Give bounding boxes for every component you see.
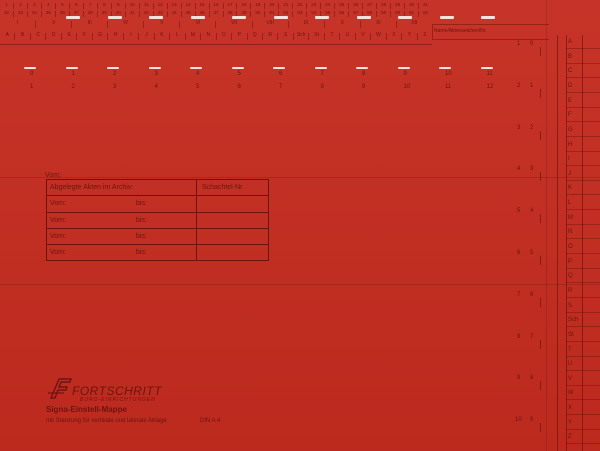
grid-cell: VI: [180, 21, 216, 28]
tab-notch: [540, 47, 541, 56]
grid-cell: W: [371, 33, 386, 40]
grid-cell: 6: [70, 3, 84, 9]
tab-mark: [149, 67, 161, 69]
scale-letter: N: [568, 229, 573, 236]
index-number: 8: [362, 71, 366, 77]
scale-letter: M: [568, 214, 573, 221]
scale-rule: [566, 224, 600, 225]
grid-cell: X: [325, 21, 361, 28]
scale-letter: St: [568, 331, 574, 338]
scale-rule: [566, 194, 600, 195]
scale-rule: [566, 385, 600, 386]
grid-cell: 35: [42, 11, 56, 17]
grid-cell: V: [144, 21, 180, 28]
grid-cell: G: [93, 33, 108, 40]
scale-letter: Z: [568, 434, 572, 441]
grid-cell: M: [186, 33, 201, 40]
grid-cell: K: [155, 33, 170, 40]
grid-cell: 3: [28, 3, 42, 9]
scale-rule: [566, 48, 600, 49]
grid-cell: 29: [391, 3, 405, 9]
right-index-number: 2: [530, 124, 534, 131]
grid-cell: B: [15, 33, 30, 40]
grid-cell: III: [72, 21, 108, 28]
tab-notch: [540, 214, 541, 223]
right-index-number: 4: [530, 208, 534, 215]
scale-rule: [566, 341, 600, 342]
grid-cell: 60: [391, 11, 405, 17]
from-label: Vom:: [50, 216, 66, 224]
grid-cell: 51: [265, 11, 279, 17]
punch-slot: [315, 16, 329, 19]
grid-cell: T: [325, 33, 340, 40]
right-index-number: 7: [517, 291, 521, 298]
grid-cell: 49: [237, 11, 251, 17]
grid-cell: 7: [84, 3, 98, 9]
grid-cell: 11: [140, 3, 154, 9]
grid-cell: Y: [402, 33, 417, 40]
punch-slot: [108, 16, 122, 19]
to-label: bis:: [136, 249, 147, 257]
grid-cell: 38: [84, 11, 98, 17]
brand-tagline: BÜRO-EINRICHTUNGEN: [80, 397, 156, 403]
grid-cell: O: [217, 33, 232, 40]
scale-letter: Sch: [568, 317, 579, 324]
to-label: bis:: [136, 216, 147, 224]
grid-cell: II: [36, 21, 72, 28]
grid-cell: 32: [0, 11, 14, 17]
grid-cell: I: [0, 21, 36, 28]
index-number: 5: [237, 71, 241, 77]
scale-letter: S: [568, 302, 573, 309]
punch-slot: [398, 16, 412, 19]
scale-rule: [566, 312, 600, 313]
grid-cell: 52: [279, 11, 293, 17]
grid-cell: VII: [216, 21, 252, 28]
name-field: [432, 24, 549, 40]
tab-notch: [540, 298, 541, 307]
grid-cell: 19: [251, 3, 265, 9]
grid-cell: 13: [168, 3, 182, 9]
index-number: 4: [196, 71, 200, 77]
tab-mark: [24, 67, 36, 69]
grid-cell: 55: [321, 11, 335, 17]
scale-rule: [566, 253, 600, 254]
fold-line: [0, 177, 600, 178]
grid-cell: 31: [423, 2, 429, 7]
grid-cell: E: [62, 33, 77, 40]
grid-cell: 5: [56, 3, 70, 9]
right-index-number: 9: [530, 417, 534, 424]
scale-letter: L: [568, 200, 572, 207]
index-number: 12: [486, 84, 494, 90]
tab-notch: [540, 256, 541, 265]
index-number: 9: [403, 71, 407, 77]
index-number: 11: [486, 71, 493, 77]
grid-cell: 16: [210, 3, 224, 9]
punch-slot: [440, 16, 454, 19]
scale-letter: R: [568, 287, 573, 294]
grid-cell: J: [139, 33, 154, 40]
index-number: 5: [196, 84, 200, 90]
header-box-number: Schachtel-Nr: [202, 184, 243, 191]
grid-cell: 26: [349, 3, 363, 9]
grid-cell: F: [77, 33, 92, 40]
fold-line: [546, 0, 547, 451]
punch-slot: [274, 16, 288, 19]
grid-cell: 44: [168, 11, 182, 17]
scale-rule: [566, 370, 600, 371]
scale-letter: T: [568, 346, 572, 353]
right-index-number: 3: [530, 166, 534, 173]
tab-notch: [540, 89, 541, 98]
scale-rule: [566, 356, 600, 357]
tab-mark: [439, 67, 451, 69]
scale-rule: [566, 63, 600, 64]
fortschritt-logo-icon: [46, 376, 72, 400]
grid-cell: XII: [411, 20, 418, 26]
grid-cell: 9: [112, 3, 126, 9]
scale-rule: [566, 297, 600, 298]
from-label: Vom:: [50, 249, 66, 257]
grid-cell: H: [108, 33, 123, 40]
grid-cell: 10: [126, 3, 140, 9]
grid-cell: Z: [423, 32, 427, 38]
grid-cell: 45: [182, 11, 196, 17]
product-description: mit Stanzung für vertikale und laterale Ablage: [46, 418, 167, 424]
grid-cell: 43: [154, 11, 168, 17]
punch-slot: [191, 16, 205, 19]
index-number: 9: [362, 84, 366, 90]
grid-cell: C: [31, 33, 46, 40]
grid-cell: 46: [196, 11, 210, 17]
header-archived-files: Abgelegte Akten im Archiv:: [50, 184, 134, 191]
index-number: 0: [30, 71, 34, 77]
grid-cell: 56: [335, 11, 349, 17]
punch-slot: [232, 16, 246, 19]
grid-cell: 15: [196, 3, 210, 9]
grid-cell: 59: [377, 11, 391, 17]
grid-cell: 62: [423, 10, 429, 15]
grid-cell: 37: [70, 11, 84, 17]
grid-cell: L: [170, 33, 185, 40]
from-label: Vom:: [50, 200, 66, 208]
to-label: bis:: [136, 200, 147, 208]
grid-cell: Q: [248, 33, 263, 40]
scale-letter: E: [568, 97, 573, 104]
right-index-number: 7: [530, 333, 534, 340]
grid-cell: 12: [154, 3, 168, 9]
scale-letter: W: [568, 390, 574, 397]
scale-rule: [566, 443, 600, 444]
grid-cell: 23: [307, 3, 321, 9]
index-number: 10: [445, 71, 452, 77]
scale-rule: [566, 282, 600, 283]
punch-slot: [357, 16, 371, 19]
scale-letter: C: [568, 68, 573, 75]
punch-slot: [66, 16, 80, 19]
scale-rule: [566, 165, 600, 166]
grid-cell: 22: [293, 3, 307, 9]
right-index-number: 4: [517, 166, 521, 173]
scale-letter: O: [568, 244, 573, 250]
grid-cell: 47: [210, 11, 224, 17]
scale-rule: [566, 180, 600, 181]
index-number: 11: [445, 84, 452, 90]
name-field-label: Name/Aktenzeichen/Nr.: [434, 28, 487, 34]
grid-cell: 42: [140, 11, 154, 17]
header-roman-row: [0, 21, 432, 28]
product-name: Signa-Einstell-Mappe: [46, 405, 127, 414]
fold-line: [0, 284, 600, 285]
scale-letter: G: [568, 126, 573, 133]
grid-cell: 14: [182, 3, 196, 9]
tab-mark: [356, 67, 368, 69]
scale-rule: [566, 107, 600, 108]
vom-label: Vom:: [45, 172, 61, 179]
grid-cell: 53: [293, 11, 307, 17]
archive-table-row: [47, 229, 268, 245]
tab-mark: [232, 67, 244, 69]
scale-rule: [566, 121, 600, 122]
tab-notch: [540, 381, 541, 390]
scale-letter: K: [568, 185, 573, 192]
scale-letter: D: [568, 82, 573, 89]
archive-table-row: [47, 196, 268, 212]
index-number: 7: [320, 71, 324, 77]
index-number: 1: [30, 84, 34, 90]
grid-cell: 1: [0, 3, 14, 9]
index-number: 6: [279, 71, 283, 77]
right-index-number: 6: [517, 250, 521, 256]
grid-cell: 33: [14, 11, 28, 17]
right-index-number: 6: [530, 291, 534, 298]
tab-mark: [190, 67, 202, 69]
grid-cell: 24: [321, 3, 335, 9]
index-number: 3: [154, 71, 158, 77]
header-alphabet-row: [0, 33, 432, 40]
grid-cell: IX: [289, 21, 325, 28]
grid-cell: 17: [224, 3, 238, 9]
grid-cell: 50: [251, 11, 265, 17]
grid-cell: 40: [112, 11, 126, 17]
grid-cell: U: [340, 33, 355, 40]
tab-mark: [398, 67, 410, 69]
right-index-number: 5: [530, 250, 534, 256]
archive-table-row: [47, 245, 268, 260]
grid-cell: 39: [98, 11, 112, 17]
right-index-number: 1: [517, 41, 521, 47]
tab-mark: [481, 67, 493, 69]
side-alphabet-scale: [548, 35, 600, 451]
header-grid: [0, 0, 432, 45]
grid-cell: 4: [42, 3, 56, 9]
scale-rule: [566, 151, 600, 152]
index-number: 8: [320, 84, 324, 90]
grid-cell: 34: [28, 11, 42, 17]
scale-rule: [566, 326, 600, 327]
index-number: 3: [113, 84, 117, 90]
grid-cell: 30: [405, 3, 419, 9]
right-index-number: 9: [517, 375, 521, 382]
grid-cell: 41: [126, 11, 140, 17]
punch-slot: [149, 16, 163, 19]
grid-cell: X: [387, 33, 402, 40]
tab-notch: [540, 172, 541, 181]
scale-letter: A: [568, 39, 573, 45]
right-index-number: 2: [517, 82, 521, 89]
scale-letter: F: [568, 112, 572, 119]
scale-rule: [566, 399, 600, 400]
scale-rule: [566, 268, 600, 269]
archive-table-header: [47, 180, 268, 196]
tab-mark: [315, 67, 327, 69]
grid-cell: 61: [405, 11, 419, 17]
index-number: 4: [154, 84, 158, 90]
tab-notch: [540, 131, 541, 140]
grid-cell: 2: [14, 3, 28, 9]
index-number: 1: [71, 71, 75, 77]
index-number: 2: [113, 71, 117, 77]
grid-cell: 8: [98, 3, 112, 9]
grid-cell: I: [124, 33, 139, 40]
grid-cell: 28: [377, 3, 391, 9]
grid-cell: 48: [224, 11, 238, 17]
tab-mark: [273, 67, 285, 69]
grid-cell: V: [356, 33, 371, 40]
grid-cell: R: [263, 33, 278, 40]
right-index-number: 8: [517, 333, 521, 340]
scale-rule: [566, 429, 600, 430]
archive-table-row: [47, 213, 268, 229]
grid-cell: D: [46, 33, 61, 40]
index-number: 6: [237, 84, 241, 90]
index-number: 2: [71, 84, 75, 90]
grid-cell: A: [0, 33, 15, 40]
right-index-number: 0: [530, 41, 534, 47]
scale-letter: V: [568, 375, 573, 382]
right-index-number: 1: [530, 82, 534, 89]
grid-cell: VIII: [253, 21, 289, 28]
index-number: 10: [403, 84, 411, 90]
tab-mark: [66, 67, 78, 69]
punch-slot: [481, 16, 495, 19]
brand-name: FORTSCHRITT: [72, 384, 162, 398]
tab-notch: [540, 423, 541, 432]
scale-letter: Q: [568, 273, 573, 280]
grid-cell: St: [309, 33, 324, 40]
grid-cell: P: [232, 33, 247, 40]
to-label: bis:: [136, 232, 147, 240]
grid-cell: 25: [335, 3, 349, 9]
grid-cell: 20: [265, 3, 279, 9]
tab-notch: [540, 340, 541, 349]
right-index-number: 8: [530, 375, 534, 382]
grid-cell: 27: [363, 3, 377, 9]
grid-cell: 21: [279, 3, 293, 9]
right-index-number: 3: [517, 124, 521, 131]
grid-cell: 18: [237, 3, 251, 9]
grid-cell: 58: [363, 11, 377, 17]
from-label: Vom:: [50, 232, 66, 240]
scale-rule: [566, 92, 600, 93]
grid-cell: N: [201, 33, 216, 40]
tab-mark: [107, 67, 119, 69]
scale-rule: [566, 136, 600, 137]
scale-rule: [566, 238, 600, 239]
scale-letter: I: [568, 156, 570, 163]
scale-letter: J: [568, 170, 571, 177]
scale-letter: H: [568, 141, 573, 148]
header-number-row: [0, 3, 432, 9]
scale-letter: X: [568, 405, 573, 412]
right-index-number: 10: [515, 417, 522, 424]
scale-letter: U: [568, 361, 573, 368]
format-label: DIN A 4: [200, 418, 221, 424]
grid-cell: IV: [108, 21, 144, 28]
grid-cell: 57: [349, 11, 363, 17]
grid-cell: 36: [56, 11, 70, 17]
grid-cell: XI: [361, 21, 397, 28]
scale-letter: Y: [568, 419, 573, 426]
scale-rule: [566, 77, 600, 78]
scale-rule: [566, 209, 600, 210]
scale-letter: P: [568, 258, 573, 265]
archive-table: [46, 179, 269, 261]
index-number: 7: [279, 84, 283, 90]
grid-cell: Sch: [294, 33, 309, 40]
grid-cell: S: [278, 33, 293, 40]
right-index-number: 5: [517, 208, 521, 215]
scale-rule: [566, 414, 600, 415]
grid-cell: 54: [307, 11, 321, 17]
scale-letter: B: [568, 53, 573, 60]
